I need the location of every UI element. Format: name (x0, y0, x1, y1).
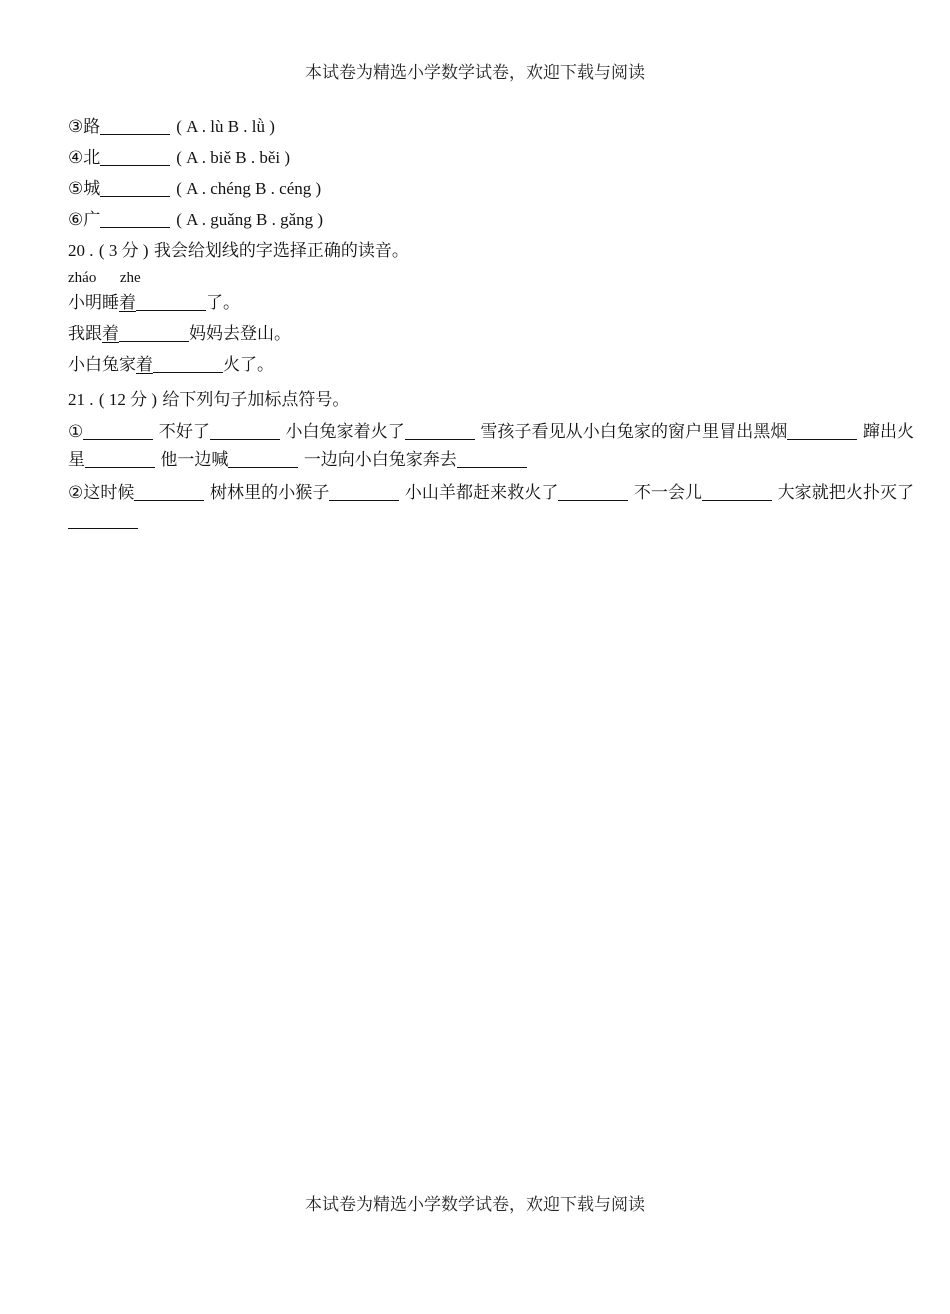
item-label: ⑤城 (68, 179, 101, 199)
q19-item-6 (68, 204, 914, 235)
answer-blank[interactable] (100, 177, 170, 197)
sentence-text: 我跟 (68, 324, 102, 344)
underlined-char: 着 (119, 293, 136, 313)
question-prompt: 我会给划线的字选择正确的读音。 (153, 241, 409, 261)
answer-blank[interactable] (100, 208, 170, 228)
answer-blank[interactable] (457, 448, 527, 468)
answer-blank[interactable] (119, 322, 189, 342)
underlined-char: 着 (136, 355, 153, 375)
answer-blank[interactable] (136, 291, 206, 311)
q20-sentence-3 (68, 350, 914, 381)
pinyin-option: zháo (68, 270, 97, 286)
passage-text: 大家就把火扑灭了 (777, 483, 915, 503)
answer-blank[interactable] (100, 115, 170, 135)
passage-text: 小山羊都赶来救火了 (404, 483, 559, 503)
page-header: 本试卷为精选小学数学试卷，欢迎下载与阅读 (305, 63, 645, 83)
sentence-text: 了。 (206, 293, 240, 313)
page-footer: 本试卷为精选小学数学试卷，欢迎下载与阅读 (305, 1195, 645, 1215)
passage-text: ① (68, 422, 84, 442)
passage-text: 一边向小白兔家奔去 (303, 450, 457, 470)
q19-item-3 (68, 111, 914, 142)
question-number: 20 . (68, 241, 94, 260)
answer-blank[interactable] (702, 481, 772, 501)
q20-pinyin-options (68, 268, 914, 288)
sentence-text: 火了。 (223, 355, 274, 375)
passage-text: 树林里的小猴子 (209, 483, 330, 503)
answer-blank[interactable] (100, 146, 170, 166)
answer-blank[interactable] (68, 509, 138, 529)
passage-text: ②这时候 (68, 483, 135, 503)
answer-blank[interactable] (85, 448, 155, 468)
sentence-text: 小白兔家 (68, 355, 136, 375)
item-options: ( A . guǎng B . gǎng ) (176, 210, 324, 229)
item-label: ④北 (68, 148, 101, 168)
passage-text: 蹿出火星 (68, 422, 915, 470)
question-score: ( 3 分 ) (98, 241, 149, 260)
pinyin-option: zhe (119, 270, 141, 286)
q19-item-4 (68, 142, 914, 173)
passage-text: 不一会儿 (633, 483, 703, 503)
q20-heading (68, 235, 914, 266)
exam-content (68, 111, 914, 540)
passage-text: 小白兔家着火了 (285, 422, 405, 442)
q19-item-5 (68, 173, 914, 204)
item-label: ⑥广 (68, 210, 101, 230)
answer-blank[interactable] (153, 353, 223, 373)
answer-blank[interactable] (228, 448, 298, 468)
question-prompt: 给下列句子加标点符号。 (162, 390, 350, 410)
q21-heading (68, 384, 914, 415)
answer-blank[interactable] (329, 481, 399, 501)
item-options: ( A . chéng B . céng ) (176, 179, 322, 198)
answer-blank[interactable] (405, 420, 475, 440)
question-score: ( 12 分 ) (98, 390, 157, 409)
sentence-text: 小明睡 (68, 293, 119, 313)
question-number: 21 . (68, 390, 94, 409)
answer-blank[interactable] (83, 420, 153, 440)
passage-text: 不好了 (158, 422, 210, 442)
answer-blank[interactable] (210, 420, 280, 440)
q21-passage-2 (68, 479, 914, 535)
passage-text: 雪孩子看见从小白兔家的窗户里冒出黑烟 (480, 422, 788, 442)
answer-blank[interactable] (134, 481, 204, 501)
underlined-char: 着 (102, 324, 119, 344)
passage-text: 他一边喊 (160, 450, 229, 470)
item-options: ( A . biě B . běi ) (176, 148, 291, 167)
sentence-text: 妈妈去登山。 (189, 324, 291, 344)
q21-passage-1 (68, 418, 914, 474)
answer-blank[interactable] (558, 481, 628, 501)
answer-blank[interactable] (787, 420, 857, 440)
q20-sentence-1 (68, 288, 914, 319)
item-options: ( A . lù B . lǜ ) (176, 117, 275, 136)
q20-sentence-2 (68, 319, 914, 350)
item-label: ③路 (68, 117, 101, 137)
